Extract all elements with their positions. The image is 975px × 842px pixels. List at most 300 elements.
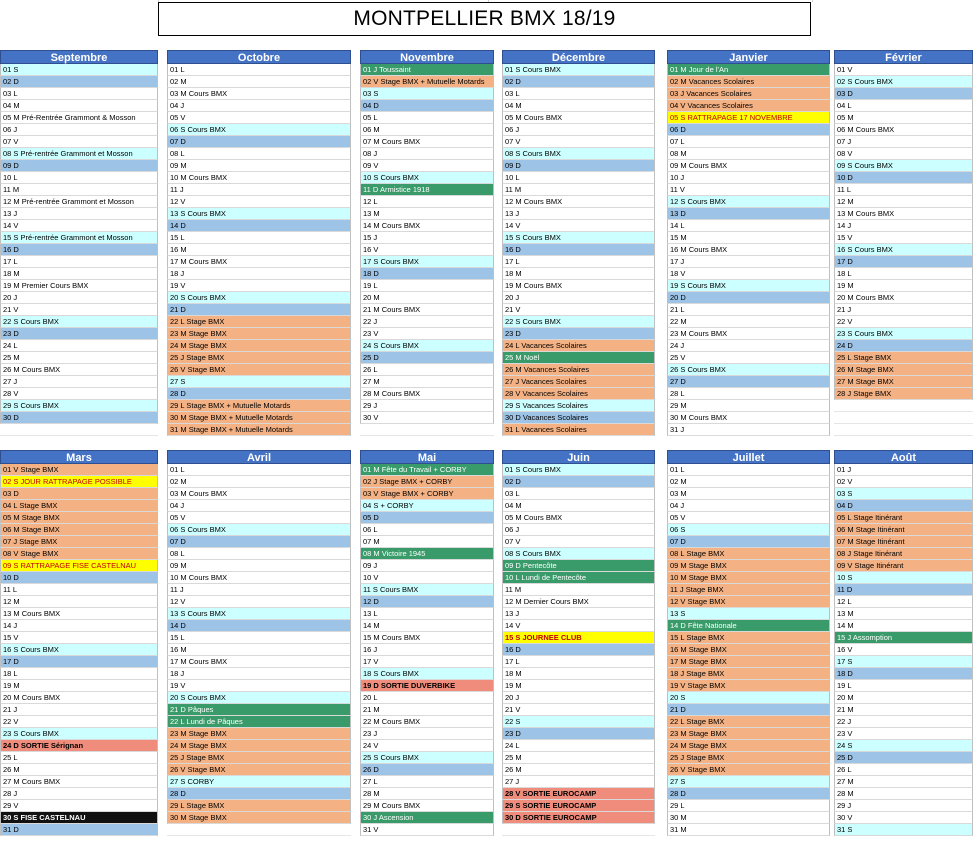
day-cell: 09 J	[360, 560, 494, 572]
day-cell: 02 M	[167, 476, 351, 488]
day-cell: 15 J	[360, 232, 494, 244]
day-cell: 09 V Stage Itinérant	[834, 560, 973, 572]
day-cell: 30 D Vacances Scolaires	[502, 412, 655, 424]
day-cell: 17 S Cours BMX	[360, 256, 494, 268]
day-cell: 31 M Stage BMX + Mutuelle Motards	[167, 424, 351, 436]
day-cell: 12 V	[167, 196, 351, 208]
day-cell: 17 D	[834, 256, 973, 268]
day-cell: 16 V	[360, 244, 494, 256]
day-cell: 24 S Cours BMX	[360, 340, 494, 352]
day-cell: 24 L	[0, 340, 158, 352]
day-cell: 24 S	[834, 740, 973, 752]
day-cell: 17 L	[502, 256, 655, 268]
day-cell: 24 D	[834, 340, 973, 352]
day-cell: 22 S Cours BMX	[0, 316, 158, 328]
day-cell: 03 V Stage BMX + CORBY	[360, 488, 494, 500]
empty-cell	[167, 824, 351, 836]
day-cell: 14 D	[167, 620, 351, 632]
day-cell: 28 M	[360, 788, 494, 800]
day-cell: 19 V Stage BMX	[667, 680, 830, 692]
day-cell: 13 M Cours BMX	[0, 608, 158, 620]
day-cell: 03 L	[502, 488, 655, 500]
day-cell: 15 V	[834, 232, 973, 244]
day-cell: 25 M	[502, 752, 655, 764]
day-cell: 11 J Stage BMX	[667, 584, 830, 596]
day-cell: 12 M	[834, 196, 973, 208]
day-cell: 11 L	[834, 184, 973, 196]
day-cell: 17 L	[0, 256, 158, 268]
day-cell: 25 D	[360, 352, 494, 364]
day-cell: 06 M Stage BMX	[0, 524, 158, 536]
day-cell: 18 L	[0, 668, 158, 680]
day-cell: 21 D	[167, 304, 351, 316]
day-cell: 18 D	[360, 268, 494, 280]
day-cell: 13 L	[360, 608, 494, 620]
day-cell: 10 L Lundi de Pentecôte	[502, 572, 655, 584]
day-cell: 01 L	[167, 464, 351, 476]
day-cell: 24 M Stage BMX	[167, 740, 351, 752]
day-cell: 10 V	[360, 572, 494, 584]
month-header: Mai	[360, 450, 494, 464]
day-cell: 23 D	[502, 728, 655, 740]
month-header: Avril	[167, 450, 351, 464]
day-cell: 23 D	[502, 328, 655, 340]
day-cell: 17 D	[0, 656, 158, 668]
day-cell: 08 S Cours BMX	[502, 148, 655, 160]
day-cell: 15 M	[667, 232, 830, 244]
month-header: Juillet	[667, 450, 830, 464]
day-cell: 15 S Cours BMX	[502, 232, 655, 244]
day-cell: 16 S Cours BMX	[834, 244, 973, 256]
day-cell: 08 L	[167, 548, 351, 560]
day-cell: 06 J	[502, 124, 655, 136]
day-cell: 14 J	[834, 220, 973, 232]
day-cell: 12 S Cours BMX	[667, 196, 830, 208]
day-cell: 07 M	[360, 536, 494, 548]
day-cell: 23 M Stage BMX	[167, 328, 351, 340]
day-cell: 02 D	[502, 76, 655, 88]
day-cell: 10 S	[834, 572, 973, 584]
day-cell: 30 D	[0, 412, 158, 424]
empty-cell	[360, 424, 494, 436]
day-cell: 27 S	[667, 776, 830, 788]
day-cell: 26 V Stage BMX	[167, 364, 351, 376]
day-cell: 16 V	[834, 644, 973, 656]
month-mai	[360, 450, 494, 836]
month-septembre	[0, 50, 158, 436]
day-cell: 20 L	[360, 692, 494, 704]
day-cell: 20 S Cours BMX	[167, 692, 351, 704]
day-cell: 24 M Stage BMX	[667, 740, 830, 752]
day-cell: 08 M Victoire 1945	[360, 548, 494, 560]
day-cell: 05 L Stage Itinérant	[834, 512, 973, 524]
day-cell: 09 M Stage BMX	[667, 560, 830, 572]
day-cell: 02 V Stage BMX + Mutuelle Motards	[360, 76, 494, 88]
day-cell: 06 J	[502, 524, 655, 536]
day-cell: 26 V Stage BMX	[167, 764, 351, 776]
month-header: Juin	[502, 450, 655, 464]
day-cell: 05 M Cours BMX	[502, 512, 655, 524]
day-cell: 02 V	[834, 476, 973, 488]
day-cell: 02 S Cours BMX	[834, 76, 973, 88]
day-cell: 26 V Stage BMX	[667, 764, 830, 776]
day-cell: 03 J Vacances Scolaires	[667, 88, 830, 100]
day-cell: 01 V Stage BMX	[0, 464, 158, 476]
day-cell: 31 V	[360, 824, 494, 836]
day-cell: 27 L	[360, 776, 494, 788]
day-cell: 23 S Cours BMX	[0, 728, 158, 740]
day-cell: 06 M	[360, 124, 494, 136]
day-cell: 18 S Cours BMX	[360, 668, 494, 680]
day-cell: 21 J	[0, 704, 158, 716]
day-cell: 15 L	[167, 232, 351, 244]
month-novembre	[360, 50, 494, 436]
day-cell: 06 S Cours BMX	[167, 524, 351, 536]
day-cell: 22 V	[834, 316, 973, 328]
day-cell: 11 D Armistice 1918	[360, 184, 494, 196]
day-cell: 23 V	[360, 328, 494, 340]
day-cell: 07 M Stage Itinérant	[834, 536, 973, 548]
day-cell: 21 V	[502, 704, 655, 716]
day-cell: 05 D	[360, 512, 494, 524]
day-cell: 25 J Stage BMX	[667, 752, 830, 764]
day-cell: 25 V	[667, 352, 830, 364]
day-cell: 17 M Stage BMX	[667, 656, 830, 668]
day-cell: 23 S Cours BMX	[834, 328, 973, 340]
day-cell: 17 M Cours BMX	[167, 656, 351, 668]
day-cell: 15 M Cours BMX	[360, 632, 494, 644]
month-header: Décembre	[502, 50, 655, 64]
day-cell: 25 J Stage BMX	[167, 352, 351, 364]
day-cell: 22 V	[0, 716, 158, 728]
day-cell: 04 M	[0, 100, 158, 112]
day-cell: 03 L	[0, 88, 158, 100]
month-février	[834, 50, 973, 436]
day-cell: 23 D	[0, 328, 158, 340]
day-cell: 13 D	[667, 208, 830, 220]
day-cell: 19 V	[167, 280, 351, 292]
day-cell: 14 M Cours BMX	[360, 220, 494, 232]
day-cell: 22 J	[834, 716, 973, 728]
day-cell: 03 M	[667, 488, 830, 500]
day-cell: 29 S Cours BMX	[0, 400, 158, 412]
day-cell: 20 J	[502, 692, 655, 704]
day-cell: 30 S FISE CASTELNAU	[0, 812, 158, 824]
month-header: Mars	[0, 450, 158, 464]
day-cell: 13 J	[0, 208, 158, 220]
month-janvier	[667, 50, 830, 436]
day-cell: 04 D	[360, 100, 494, 112]
day-cell: 04 M	[502, 100, 655, 112]
day-cell: 20 S Cours BMX	[167, 292, 351, 304]
day-cell: 23 M Cours BMX	[667, 328, 830, 340]
day-cell: 26 M Cours BMX	[0, 364, 158, 376]
day-cell: 28 M Cours BMX	[360, 388, 494, 400]
day-cell: 09 D Pentecôte	[502, 560, 655, 572]
day-cell: 12 M Pré-rentrée Grammont et Mosson	[0, 196, 158, 208]
day-cell: 29 V	[0, 800, 158, 812]
day-cell: 11 M	[502, 184, 655, 196]
day-cell: 16 S Cours BMX	[0, 644, 158, 656]
day-cell: 26 S Cours BMX	[667, 364, 830, 376]
day-cell: 19 M	[0, 680, 158, 692]
day-cell: 05 M Pré-Rentrée Grammont & Mosson	[0, 112, 158, 124]
empty-cell	[0, 424, 158, 436]
day-cell: 19 M	[834, 280, 973, 292]
day-cell: 12 M	[0, 596, 158, 608]
day-cell: 03 L	[502, 88, 655, 100]
day-cell: 10 D	[834, 172, 973, 184]
day-cell: 05 M Cours BMX	[502, 112, 655, 124]
day-cell: 26 M	[0, 764, 158, 776]
day-cell: 16 J	[360, 644, 494, 656]
day-cell: 23 V	[834, 728, 973, 740]
day-cell: 03 M Cours BMX	[167, 488, 351, 500]
day-cell: 06 S	[667, 524, 830, 536]
day-cell: 04 V Vacances Scolaires	[667, 100, 830, 112]
day-cell: 24 J	[667, 340, 830, 352]
day-cell: 30 M Stage BMX	[167, 812, 351, 824]
day-cell: 09 V	[360, 160, 494, 172]
day-cell: 26 M Vacances Scolaires	[502, 364, 655, 376]
day-cell: 31 M	[667, 824, 830, 836]
day-cell: 21 L	[667, 304, 830, 316]
day-cell: 07 D	[167, 136, 351, 148]
day-cell: 14 L	[667, 220, 830, 232]
day-cell: 10 S Cours BMX	[360, 172, 494, 184]
day-cell: 25 S Cours BMX	[360, 752, 494, 764]
day-cell: 28 J	[0, 788, 158, 800]
day-cell: 20 S	[667, 692, 830, 704]
day-cell: 15 S JOURNEE CLUB	[502, 632, 655, 644]
day-cell: 09 D	[502, 160, 655, 172]
day-cell: 08 V Stage BMX	[0, 548, 158, 560]
day-cell: 05 M	[834, 112, 973, 124]
day-cell: 01 L	[167, 64, 351, 76]
day-cell: 04 J	[667, 500, 830, 512]
day-cell: 22 J	[360, 316, 494, 328]
day-cell: 12 L	[834, 596, 973, 608]
day-cell: 19 M Premier Cours BMX	[0, 280, 158, 292]
day-cell: 09 S RATTRAPAGE FISE CASTELNAU	[0, 560, 158, 572]
day-cell: 19 L	[360, 280, 494, 292]
day-cell: 01 S	[0, 64, 158, 76]
day-cell: 12 M Dernier Cours BMX	[502, 596, 655, 608]
day-cell: 14 D Fête Nationale	[667, 620, 830, 632]
day-cell: 29 J	[360, 400, 494, 412]
day-cell: 21 M Cours BMX	[360, 304, 494, 316]
day-cell: 19 M Cours BMX	[502, 280, 655, 292]
day-cell: 17 V	[360, 656, 494, 668]
day-cell: 25 D	[834, 752, 973, 764]
day-cell: 24 V	[360, 740, 494, 752]
day-cell: 10 M Stage BMX	[667, 572, 830, 584]
day-cell: 13 S Cours BMX	[167, 608, 351, 620]
day-cell: 11 D	[834, 584, 973, 596]
day-cell: 21 V	[0, 304, 158, 316]
day-cell: 17 M Cours BMX	[167, 256, 351, 268]
day-cell: 28 J Stage BMX	[834, 388, 973, 400]
day-cell: 08 J	[360, 148, 494, 160]
day-cell: 11 M	[0, 184, 158, 196]
day-cell: 01 L	[667, 464, 830, 476]
day-cell: 10 D	[0, 572, 158, 584]
day-cell: 25 J Stage BMX	[167, 752, 351, 764]
day-cell: 16 M Cours BMX	[667, 244, 830, 256]
day-cell: 01 V	[834, 64, 973, 76]
day-cell: 10 M Cours BMX	[167, 172, 351, 184]
day-cell: 22 S	[502, 716, 655, 728]
day-cell: 18 M	[0, 268, 158, 280]
month-juillet	[667, 450, 830, 836]
month-header: Septembre	[0, 50, 158, 64]
day-cell: 14 M	[834, 620, 973, 632]
day-cell: 01 M Fête du Travail + CORBY	[360, 464, 494, 476]
empty-cell	[834, 400, 973, 412]
day-cell: 27 M Cours BMX	[0, 776, 158, 788]
day-cell: 05 V	[167, 512, 351, 524]
month-octobre	[167, 50, 351, 436]
day-cell: 31 L Vacances Scolaires	[502, 424, 655, 436]
day-cell: 11 J	[167, 584, 351, 596]
day-cell: 30 V	[360, 412, 494, 424]
day-cell: 14 V	[502, 220, 655, 232]
day-cell: 18 J Stage BMX	[667, 668, 830, 680]
month-header: Janvier	[667, 50, 830, 64]
day-cell: 27 J	[0, 376, 158, 388]
day-cell: 13 M Cours BMX	[834, 208, 973, 220]
month-avril	[167, 450, 351, 836]
day-cell: 26 M Stage BMX	[834, 364, 973, 376]
day-cell: 01 J Toussaint	[360, 64, 494, 76]
day-cell: 03 D	[0, 488, 158, 500]
day-cell: 21 J	[834, 304, 973, 316]
month-header: Novembre	[360, 50, 494, 64]
day-cell: 07 J Stage BMX	[0, 536, 158, 548]
day-cell: 27 S CORBY	[167, 776, 351, 788]
day-cell: 02 M Vacances Scolaires	[667, 76, 830, 88]
day-cell: 27 M Stage BMX	[834, 376, 973, 388]
day-cell: 11 J	[167, 184, 351, 196]
day-cell: 09 M Cours BMX	[667, 160, 830, 172]
day-cell: 22 L Lundi de Pâques	[167, 716, 351, 728]
day-cell: 08 M	[667, 148, 830, 160]
day-cell: 16 D	[0, 244, 158, 256]
day-cell: 14 D	[167, 220, 351, 232]
month-header: Février	[834, 50, 973, 64]
day-cell: 24 M Stage BMX	[167, 340, 351, 352]
day-cell: 27 M	[834, 776, 973, 788]
day-cell: 02 D	[0, 76, 158, 88]
day-cell: 28 L	[667, 388, 830, 400]
day-cell: 13 J	[502, 208, 655, 220]
day-cell: 16 M	[167, 644, 351, 656]
day-cell: 09 M	[167, 160, 351, 172]
day-cell: 17 S	[834, 656, 973, 668]
day-cell: 10 L	[502, 172, 655, 184]
day-cell: 10 J	[667, 172, 830, 184]
day-cell: 28 D	[667, 788, 830, 800]
day-cell: 05 V	[167, 112, 351, 124]
day-cell: 20 M Cours BMX	[834, 292, 973, 304]
day-cell: 06 L	[360, 524, 494, 536]
day-cell: 28 V	[0, 388, 158, 400]
day-cell: 28 M	[834, 788, 973, 800]
day-cell: 14 M	[360, 620, 494, 632]
day-cell: 06 J	[0, 124, 158, 136]
day-cell: 11 S Cours BMX	[360, 584, 494, 596]
day-cell: 15 L Stage BMX	[667, 632, 830, 644]
day-cell: 18 L	[834, 268, 973, 280]
day-cell: 18 D	[834, 668, 973, 680]
day-cell: 28 D	[167, 388, 351, 400]
day-cell: 21 M	[834, 704, 973, 716]
day-cell: 19 D SORTIE DUVERBIKE	[360, 680, 494, 692]
day-cell: 24 D SORTIE Sérignan	[0, 740, 158, 752]
month-mars	[0, 450, 158, 836]
day-cell: 12 M Cours BMX	[502, 196, 655, 208]
day-cell: 25 M	[0, 352, 158, 364]
day-cell: 13 M	[360, 208, 494, 220]
day-cell: 01 S Cours BMX	[502, 464, 655, 476]
day-cell: 20 M Cours BMX	[0, 692, 158, 704]
day-cell: 04 L Stage BMX	[0, 500, 158, 512]
day-cell: 05 M Stage BMX	[0, 512, 158, 524]
day-cell: 07 D	[667, 536, 830, 548]
day-cell: 10 M Cours BMX	[167, 572, 351, 584]
day-cell: 04 S + CORBY	[360, 500, 494, 512]
day-cell: 06 M Stage Itinérant	[834, 524, 973, 536]
day-cell: 21 D Pâques	[167, 704, 351, 716]
day-cell: 15 V	[0, 632, 158, 644]
day-cell: 08 S Cours BMX	[502, 548, 655, 560]
day-cell: 25 L Stage BMX	[834, 352, 973, 364]
day-cell: 15 L	[167, 632, 351, 644]
day-cell: 23 M Stage BMX	[667, 728, 830, 740]
day-cell: 04 D	[834, 500, 973, 512]
day-cell: 30 D SORTIE EUROCAMP	[502, 812, 655, 824]
day-cell: 19 L	[834, 680, 973, 692]
day-cell: 31 J	[667, 424, 830, 436]
day-cell: 26 D	[360, 764, 494, 776]
month-header: Octobre	[167, 50, 351, 64]
day-cell: 30 J Ascension	[360, 812, 494, 824]
day-cell: 20 J	[0, 292, 158, 304]
day-cell: 08 S Pré-rentrée Grammont et Mosson	[0, 148, 158, 160]
day-cell: 22 L Stage BMX	[167, 316, 351, 328]
day-cell: 05 S RATTRAPAGE 17 NOVEMBRE	[667, 112, 830, 124]
day-cell: 13 M	[834, 608, 973, 620]
day-cell: 12 V Stage BMX	[667, 596, 830, 608]
day-cell: 23 M Stage BMX	[167, 728, 351, 740]
month-juin	[502, 450, 655, 836]
day-cell: 08 L	[167, 148, 351, 160]
day-cell: 27 M	[360, 376, 494, 388]
day-cell: 28 V SORTIE EUROCAMP	[502, 788, 655, 800]
day-cell: 11 V	[667, 184, 830, 196]
day-cell: 30 M	[667, 812, 830, 824]
day-cell: 04 J	[167, 500, 351, 512]
day-cell: 30 M Cours BMX	[667, 412, 830, 424]
day-cell: 09 S Cours BMX	[834, 160, 973, 172]
day-cell: 24 L	[502, 740, 655, 752]
day-cell: 26 M	[502, 764, 655, 776]
day-cell: 29 S SORTIE EUROCAMP	[502, 800, 655, 812]
day-cell: 04 L	[834, 100, 973, 112]
day-cell: 31 S	[834, 824, 973, 836]
day-cell: 27 J Vacances Scolaires	[502, 376, 655, 388]
day-cell: 29 L	[667, 800, 830, 812]
